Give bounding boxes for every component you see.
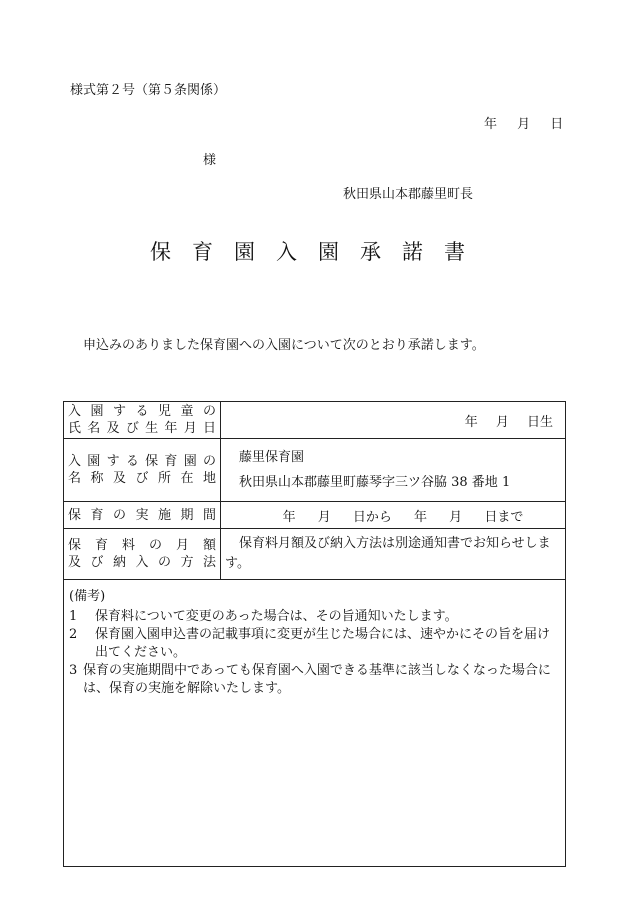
period-label (64, 502, 221, 529)
date-line: 年 月 日 (484, 117, 564, 132)
note-text: 保育料について変更のあった場合は、その旨通知いたします。 (95, 608, 458, 624)
nursery-address: 秋田県山本郡藤里町藤琴字三ツ谷脇 38 番地 1 (239, 475, 511, 490)
issuer: 秋田県山本郡藤里町長 (343, 187, 474, 202)
child-label (64, 402, 221, 439)
nursery-value (221, 439, 566, 502)
intro-text: 申込みのありました保育園への入園について次のとおり承諾します。 (83, 338, 485, 353)
note-number: 2 (69, 627, 78, 642)
note-item (69, 608, 559, 626)
child-label-line-1: 入園する児童の (68, 404, 216, 419)
fee-label-line-2: 及び納入の方法 (68, 555, 216, 570)
nursery-label (64, 439, 221, 502)
child-label-line-2: 氏名及び生年月日 (68, 421, 216, 436)
note-text: 保育の実施期間中であっても保育園へ入園できる基準に該当しなくなった場合には、保育の実施を解除いたします。 (83, 663, 551, 696)
fee-value: 保育料月額及び納入方法は別途通知書でお知らせします。 (221, 529, 566, 580)
document-title: 保育園入園承諾書 (150, 240, 486, 264)
recipient-suffix: 様 (203, 153, 217, 168)
note-text: 保育園入園申込書の記載事項に変更が生じた場合には、速やかにその旨を届け出てください。 (95, 627, 551, 660)
table-row-period (64, 502, 566, 529)
note-number: 3 (69, 663, 78, 678)
nursery-label-line-1: 入園する保育園の (68, 454, 216, 469)
child-value: 年 月 日生 (221, 402, 566, 439)
period-value: 年 月 日から 年 月 日まで (221, 502, 566, 529)
table-row-child (64, 402, 566, 439)
period-label-line: 保育の実施期間 (68, 507, 216, 523)
table-row-nursery (64, 439, 566, 502)
nursery-name: 藤里保育園 (239, 450, 305, 465)
details-table (63, 401, 566, 580)
nursery-label-line-2: 名称及び所在地 (68, 471, 216, 486)
fee-label-line-1: 保育料の月額 (68, 538, 216, 553)
note-item (69, 662, 559, 697)
form-number: 様式第２号（第５条関係） (70, 83, 227, 98)
note-item (69, 626, 559, 661)
note-number: 1 (69, 608, 78, 624)
notes-box (63, 572, 566, 867)
notes-heading: (備考) (69, 589, 106, 604)
